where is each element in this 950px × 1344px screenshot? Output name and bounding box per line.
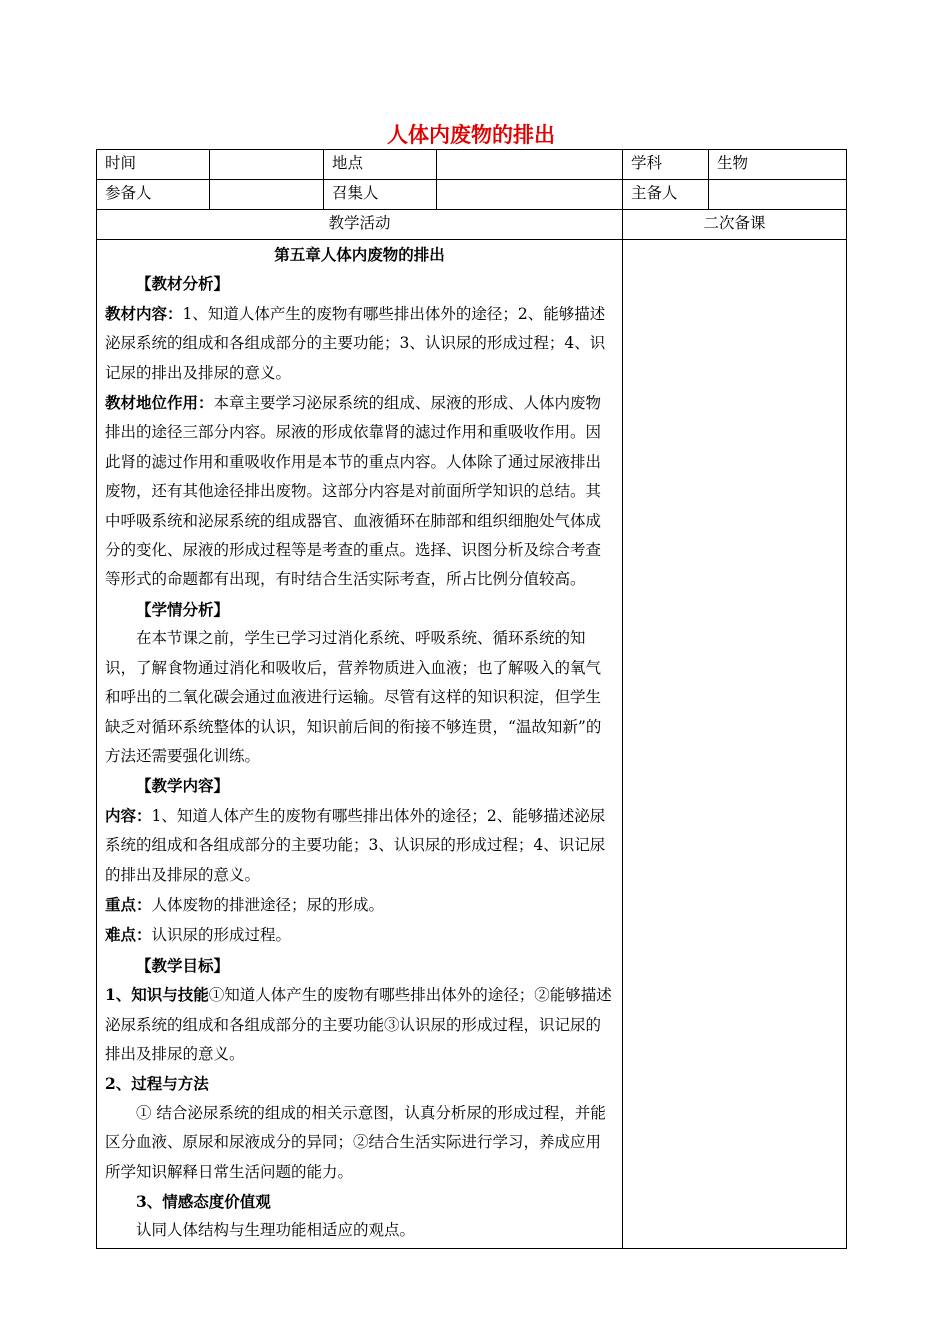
textbook-content-paragraph <box>105 299 614 388</box>
key-point-label: 重点： <box>105 894 152 914</box>
knowledge-paragraph <box>105 980 614 1069</box>
student-analysis-heading: 【学情分析】 <box>136 599 230 619</box>
objectives-heading: 【教学目标】 <box>136 955 230 975</box>
participants-value <box>210 180 324 210</box>
place-value <box>437 150 623 180</box>
knowledge-text: ①知道人体产生的废物有哪些排出体外的途径；②能够描述泌尿系统的组成和各组成部分的主要功能③认识尿的形成过程，识记尿的排出及排尿的意义。 <box>105 986 612 1063</box>
textbook-role-paragraph <box>105 388 614 595</box>
textbook-role-text: 本章主要学习泌尿系统的组成、尿液的形成、人体内废物排出的途径三部分内容。尿液的形成依靠肾的滤过作用和重吸收作用。因此肾的滤过作用和重吸收作用是本节的重点内容。人体除了通过尿液排出废物，还有其他途径排出废物。这部分内容是对前面所学知识的总结。其中呼吸系统和泌尿系统的组成器官、血液循环在肺部和组织细胞处气体成分的变化、尿液的形成过程等是考查的重点。选择、识图分析及综合考查等形式的命题都有出现，有时结合生活实际考查，所占比例分值较高。 <box>105 394 602 589</box>
difficulty-paragraph <box>105 920 614 950</box>
subject-value: 生物 <box>709 150 847 180</box>
subject-label: 学科 <box>623 150 709 180</box>
second-prep-cell <box>623 240 847 1249</box>
second-prep-header: 二次备课 <box>623 210 847 240</box>
content-text: 1、知道人体产生的废物有哪些排出体外的途径；2、能够描述泌尿系统的组成和各组成部分的主要功能；3、认识尿的形成过程；4、识记尿的排出及排尿的意义。 <box>105 806 606 884</box>
header-row-2 <box>97 180 847 210</box>
process-label: 2、过程与方法 <box>105 1074 209 1094</box>
header-row-1 <box>97 150 847 180</box>
time-value <box>210 150 324 180</box>
place-label: 地点 <box>324 150 437 180</box>
chapter-title: 第五章人体内废物的排出 <box>274 245 445 264</box>
attitude-text: 认同人体结构与生理功能相适应的观点。 <box>136 1221 416 1240</box>
main-prep-label: 主备人 <box>623 180 709 210</box>
header-row-3 <box>97 210 847 240</box>
content-row <box>97 240 847 1249</box>
textbook-role-label: 教材地位作用： <box>105 393 214 413</box>
textbook-content-text: 1、知道人体产生的废物有哪些排出体外的途径；2、能够描述泌尿系统的组成和各组成部分的主要功能；3、认识尿的形成过程；4、识记尿的排出及排尿的意义。 <box>105 304 606 382</box>
page-title: 人体内废物的排出 <box>387 123 555 147</box>
participants-label: 参备人 <box>97 180 210 210</box>
textbook-analysis-heading: 【教材分析】 <box>136 274 230 294</box>
process-text: ① 结合泌尿系统的组成的相关示意图，认真分析尿的形成过程，并能区分血液、原尿和尿液成分的异同；②结合生活实际进行学习，养成应用所学知识解释日常生活问题的能力。 <box>105 1103 606 1181</box>
content-label: 内容： <box>105 805 152 825</box>
attitude-label: 3、情感态度价值观 <box>136 1192 271 1211</box>
teaching-activity-header: 教学活动 <box>97 210 623 240</box>
convener-value <box>437 180 623 210</box>
lesson-plan-table <box>96 149 847 1249</box>
key-point-text: 人体废物的排泄途径；尿的形成。 <box>151 895 385 914</box>
student-analysis-text: 在本节课之前，学生已学习过消化系统、呼吸系统、循环系统的知识，了解食物通过消化和吸收后，营养物质进入血液；也了解吸入的氧气和呼出的二氧化碳会通过血液进行运输。尽管有这样的知识积淀，但学生缺乏对循环系统整体的认识，知识前后间的衔接不够连贯，“温故知新”的方法还需要强化训练。 <box>105 629 602 765</box>
content-paragraph <box>105 801 614 890</box>
time-label: 时间 <box>97 150 210 180</box>
key-point-paragraph <box>105 890 614 920</box>
convener-label: 召集人 <box>324 180 437 210</box>
main-prep-value <box>709 180 847 210</box>
textbook-content-label: 教材内容： <box>105 303 183 323</box>
knowledge-label: 1、知识与技能 <box>105 985 209 1005</box>
teaching-content-heading: 【教学内容】 <box>136 776 230 796</box>
teaching-content-cell <box>97 240 623 1249</box>
difficulty-text: 认识尿的形成过程。 <box>151 926 292 945</box>
difficulty-label: 难点： <box>105 925 152 945</box>
